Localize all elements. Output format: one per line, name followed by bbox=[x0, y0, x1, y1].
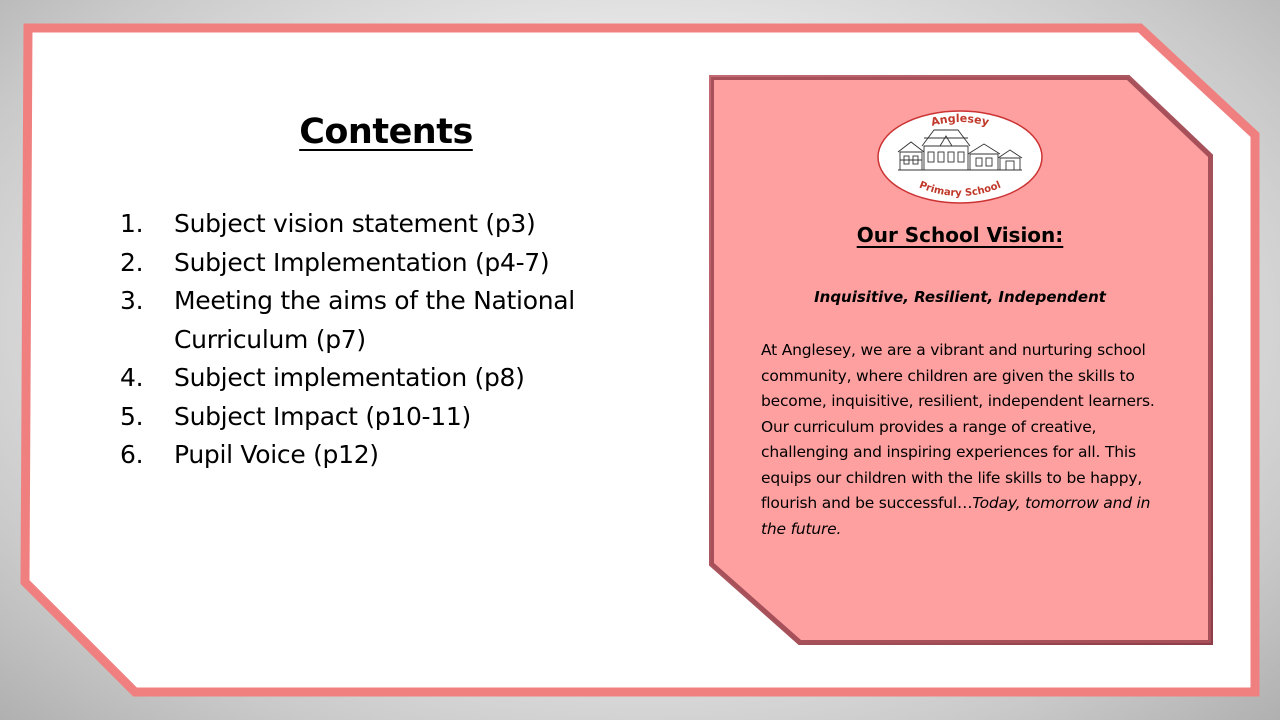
list-item-text: Pupil Voice (p12) bbox=[174, 440, 379, 469]
list-item-text: Subject implementation (p8) bbox=[174, 363, 525, 392]
vision-paragraph bbox=[761, 415, 1161, 543]
list-item-text: Subject Impact (p10-11) bbox=[174, 401, 471, 431]
logo-top-text: Anglesey bbox=[929, 111, 991, 129]
contents-title: Contents bbox=[299, 112, 473, 152]
vision-paragraph-text: Our curriculum provides a range of creative, challenging and inspiring experiences for all. This equips our children with the life skills to be happy, flourish and be successful… bbox=[761, 417, 1143, 512]
list-item bbox=[120, 205, 640, 244]
list-item-number: 5. bbox=[120, 401, 144, 431]
list-item-number: 4. bbox=[120, 363, 144, 392]
vision-paragraph: At Anglesey, we are a vibrant and nurturing school community, where children are given the skills to become, inquisitive, resilient, independent learners. bbox=[761, 341, 1155, 410]
list-item-number: 2. bbox=[120, 247, 144, 277]
vision-title: Our School Vision: bbox=[856, 223, 1064, 247]
list-item-number: 3. bbox=[120, 286, 144, 315]
list-item-number: 1. bbox=[120, 209, 144, 238]
vision-tagline: Today, tomorrow and in the future. bbox=[761, 494, 1151, 538]
list-item-text: Subject Implementation (p4-7) bbox=[174, 247, 550, 277]
logo-bottom-text: Primary School bbox=[917, 179, 1003, 200]
vision-statement bbox=[761, 338, 1161, 542]
list-item-text: Subject vision statement (p3) bbox=[174, 209, 536, 238]
list-item bbox=[120, 359, 640, 398]
list-item bbox=[120, 398, 640, 437]
list-item bbox=[120, 282, 640, 359]
vision-values: Inquisitive, Resilient, Independent bbox=[814, 288, 1106, 306]
list-item bbox=[120, 244, 640, 283]
list-item-text: Meeting the aims of the National Curriculum (p7) bbox=[174, 286, 575, 354]
contents-list bbox=[120, 205, 640, 475]
school-logo bbox=[876, 108, 1044, 206]
list-item bbox=[120, 436, 640, 475]
list-item-number: 6. bbox=[120, 440, 144, 469]
